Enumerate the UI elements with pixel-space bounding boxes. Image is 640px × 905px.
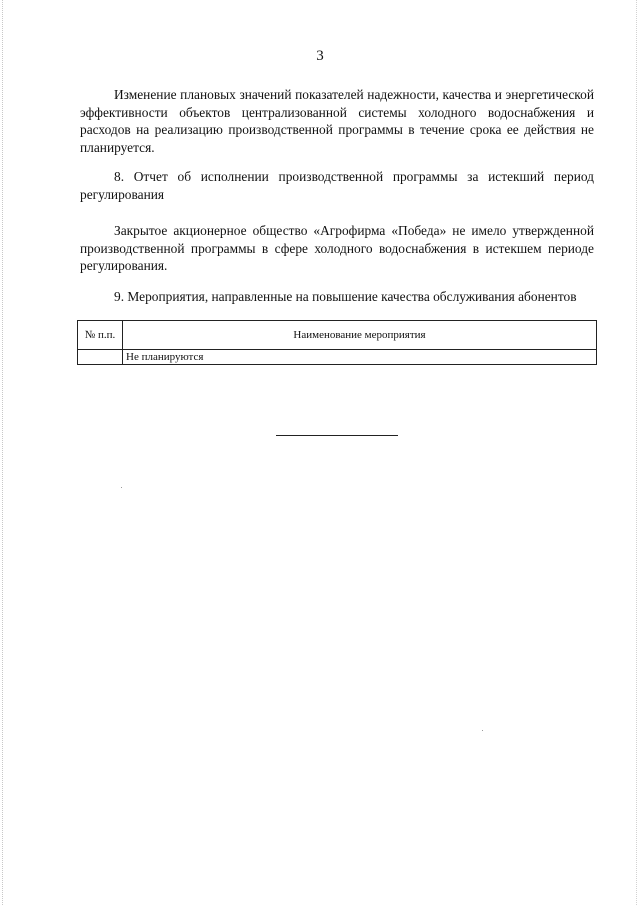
scan-edge-right: [633, 0, 637, 905]
table-cell-name: Не планируются: [123, 350, 597, 365]
page-number: 3: [316, 48, 324, 64]
table-cell-number: [78, 350, 123, 365]
scan-speck: [482, 730, 483, 731]
section-heading-9: 9. Мероприятия, направленные на повышение качества обслуживания абонентов: [114, 289, 577, 304]
section-heading-8: 8. Отчет об исполнении производственной программы за истекший период регулирования: [80, 169, 594, 202]
paragraph-plan-changes: Изменение плановых значений показателей надежности, качества и энергетической эффективности объектов централизованной системы холодного водоснабжения и расходов на реализацию производственной программы в течение срока ее действия не планируется.: [80, 87, 594, 155]
scan-speck: [121, 487, 122, 488]
scan-edge-left: [2, 0, 6, 905]
column-header-number: № п.п.: [78, 321, 123, 350]
table-row: [78, 350, 597, 365]
column-header-name: Наименование мероприятия: [123, 321, 597, 350]
end-of-document-line: [276, 435, 398, 436]
paragraph-report: Закрытое акционерное общество «Агрофирма «Победа» не имело утвержденной производственной программы в сфере холодного водоснабжения в истекшем периоде регулирования.: [80, 223, 594, 273]
table-header-row: [78, 321, 597, 350]
measures-table: [77, 320, 597, 365]
